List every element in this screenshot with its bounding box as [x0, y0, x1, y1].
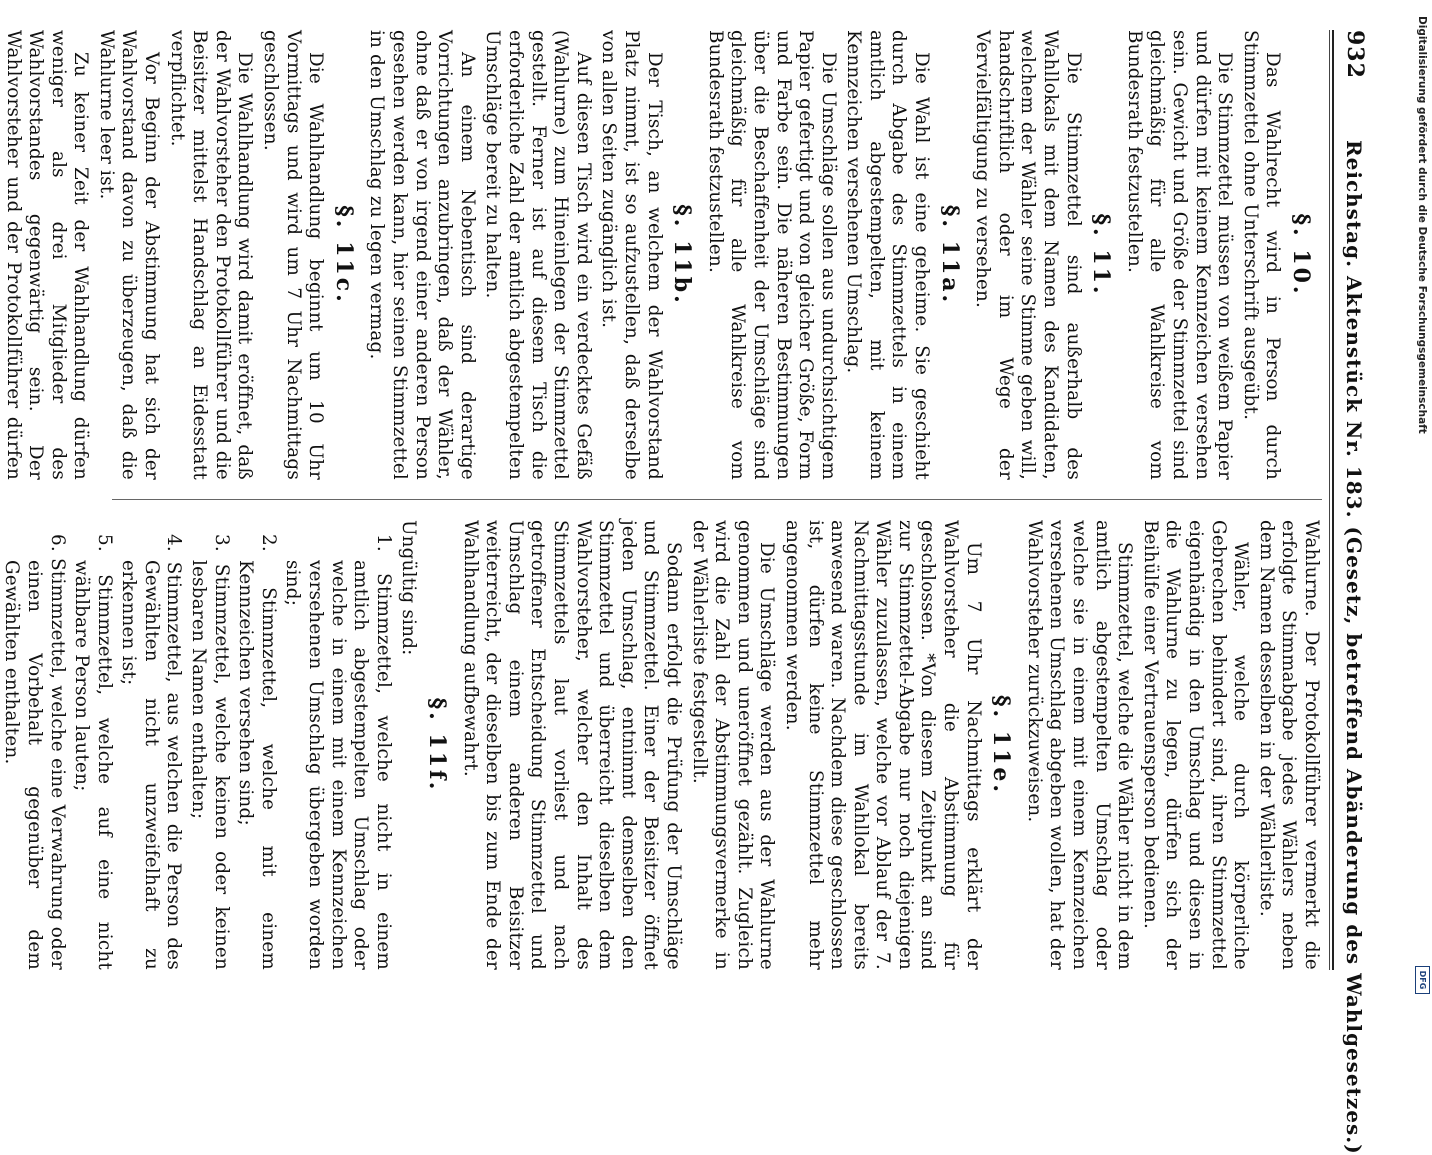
section-heading-11a: §. 11a. — [936, 204, 963, 306]
paragraph: Die Stimmzettel sind außerhalb des Wahllokals mit dem Namen des Kandidaten, welchem der Wähler seine Stimme geben will, handschriftlich oder im Wege der Vervielfältigung zu versehen. — [972, 30, 1084, 480]
digitization-credit — [1414, 16, 1430, 996]
running-head: Reichstag. Aktenstück Nr. 183. (Gesetz, betreffend Abänderung des Wahlgesetzes.) — [1342, 140, 1366, 1155]
paragraph: Die Stimmzettel müssen von weißem Papier und dürfen mit keinem Kennzeichen versehen sein. Gewicht und Größe der Stimmzettel sind gleichmäßig für alle Wahlkreise vom Bundesrath festzustellen. — [1123, 30, 1236, 480]
column-divider — [112, 499, 1322, 500]
paragraph: Vor Beginn der Abstimmung hat sich der Wahlvorstand davon zu überzeugen, daß die Wahlurne leer ist. — [95, 30, 163, 480]
list-item: 3. Stimmzettel, welche keinen oder keinen lesbaren Namen enthalten; — [188, 534, 232, 970]
paragraph: Die Umschläge werden aus der Wahlurne genommen und uneröffnet gezählt. Zugleich wird die Zahl der Abstimmungsvermerke in der Wählerliste festgestellt. — [688, 520, 778, 970]
paragraph: Wähler, welche durch körperliche Gebrechen behindert sind, ihren Stimmzettel eigenhändig in den Umschlag und diesen in die Wahlurne zu legen, dürfen sich der Beihülfe einer Vertrauensperson bedienen. — [1139, 520, 1252, 970]
paragraph: Auf diesen Tisch wird ein verdecktes Gefäß (Wahlurne) zum Hineinlegen der Stimmzettel gestellt. Ferner ist auf diesem Tisch die erforderliche Zahl der amtlich abgestempelten Umschläge bereit zu halten. — [482, 30, 594, 480]
paragraph: Ungültig sind: — [398, 520, 420, 656]
paragraph: Die Wahlhandlung beginnt um 10 Uhr Vormittags und wird um 7 Uhr Nachmittags geschlossen. — [260, 30, 327, 480]
paragraph: Um 7 Uhr Nachmittags erklärt der Wahlvorsteher die Abstimmung für geschlossen. *Von diesem Zeitpunkt an sind zur Stimmzettel-Abgabe nur noch diejenigen Wähler zuzulassen, welche vor Ablauf der 7. Nachmittagsstunde im Wahllokal bereits anwesend waren. Nachdem diese geschlossen ist, dürfen keine Stimmzettel mehr angenommen werden. — [781, 520, 984, 970]
paragraph: Die Wahlhandlung wird damit eröffnet, daß der Wahlvorsteher den Protokollführer und die Beisitzer mittelst Handschlag an Eidesstatt verpflichtet. — [166, 30, 256, 480]
page-header — [1332, 30, 1374, 1155]
page-number: 932 — [1342, 30, 1368, 79]
section-heading-10: §. 10. — [1288, 213, 1314, 297]
section-heading-11c: §. 11c. — [330, 205, 357, 305]
list-item: 5. Stimmzettel, welche auf eine nicht wählbare Person lauten; — [71, 534, 115, 970]
section-heading-11b: §. 11b. — [669, 204, 696, 306]
left-column — [2, 30, 1322, 480]
section-heading-11f: §. 11f. — [424, 697, 451, 793]
credit-text: Digitalisierung gefördert durch die Deutsche Forschungsgemeinschaft — [1416, 16, 1428, 434]
list-item: 2. Stimmzettel, welche mit einem Kennzeichen versehen sind; — [235, 534, 279, 970]
section-heading-11e: §. 11e. — [988, 694, 1015, 796]
logo-text: DFG — [1418, 970, 1427, 990]
paragraph: An einem Nebentisch sind derartige Vorrichtungen anzubringen, daß der Wähler, ohne daß er von irgend einer anderen Person gesehen werden kann, hier seinen Stimmzettel in den Umschlag zu legen vermag. — [366, 30, 478, 480]
right-column — [1, 520, 1322, 970]
paragraph: Die Umschläge sollen aus undurchsichtigem Papier gefertigt und von gleicher Größe, Form und Farbe sein. Die näheren Bestimmungen über die Beschaffenheit der Umschläge sind gleichmäßig für alle Wahlkreise vom Bundesrath festzustellen. — [704, 30, 839, 480]
list-item: 4. Stimmzettel, aus welchen die Person des Gewählten nicht unzweifelhaft zu erkennen ist; — [118, 534, 185, 970]
paragraph: Das Wahlrecht wird in Person durch Stimmzettel ohne Unterschrift ausgeübt. — [1239, 30, 1284, 480]
paragraph: Sodann erfolgt die Prüfung der Umschläge und Stimmzettel. Einer der Beisitzer öffnet jeden Umschlag, entnimmt demselben den Stimmzettel und überreicht dieselben dem Wahlvorsteher, welcher den Inhalt des Stimmzettels laut vorliest und nach getroffener Entscheidung Stimmzettel und Umschlag einem anderen Beisitzer weiterreicht, der dieselben bis zum Ende der Wahlhandlung aufbewahrt. — [459, 520, 684, 970]
list-item: 1. Stimmzettel, welche nicht in einem amtlich abgestempelten Umschlag oder welche in einem mit einem Kennzeichen versehenen Umschlag übergeben worden sind; — [282, 534, 394, 970]
header-rule — [1329, 30, 1330, 970]
paragraph: Wahlurne. Der Protokollführer vermerkt die erfolgte Stimmabgabe jedes Wählers neben dem Namen desselben in der Wählerliste. — [1255, 520, 1322, 970]
paragraph: Der Tisch, an welchem der Wahlvorstand Platz nimmt, ist so aufzustellen, daß derselbe von allen Seiten zugänglich ist. — [598, 30, 665, 480]
paragraph: Die Wahl ist eine geheime. Sie geschieht durch Abgabe des Stimmzettels in einem amtlich abgestempelten, mit keinem Kennzeichen versehenen Umschlag. — [843, 30, 933, 480]
paragraph: Zu keiner Zeit der Wahlhandlung dürfen weniger als drei Mitglieder des Wahlvorstandes gegenwärtig sein. Der Wahlvorsteher und der Protokollführer dürfen — [2, 30, 92, 480]
section-heading-11: §. 11. — [1088, 213, 1115, 297]
dfg-logo — [1415, 966, 1430, 994]
list-item: 6. Stimmzettel, welche eine Verwahrung oder einen Vorbehalt gegenüber dem Gewählten enthalten. — [1, 534, 68, 970]
paragraph: Stimmzettel, welche die Wähler nicht in dem amtlich abgestempelten Umschlag oder welche sie in einem mit einem Kennzeichen versehenen Umschlag abgeben wollen, hat der Wahlvorsteher zurückzuweisen. — [1023, 520, 1136, 970]
